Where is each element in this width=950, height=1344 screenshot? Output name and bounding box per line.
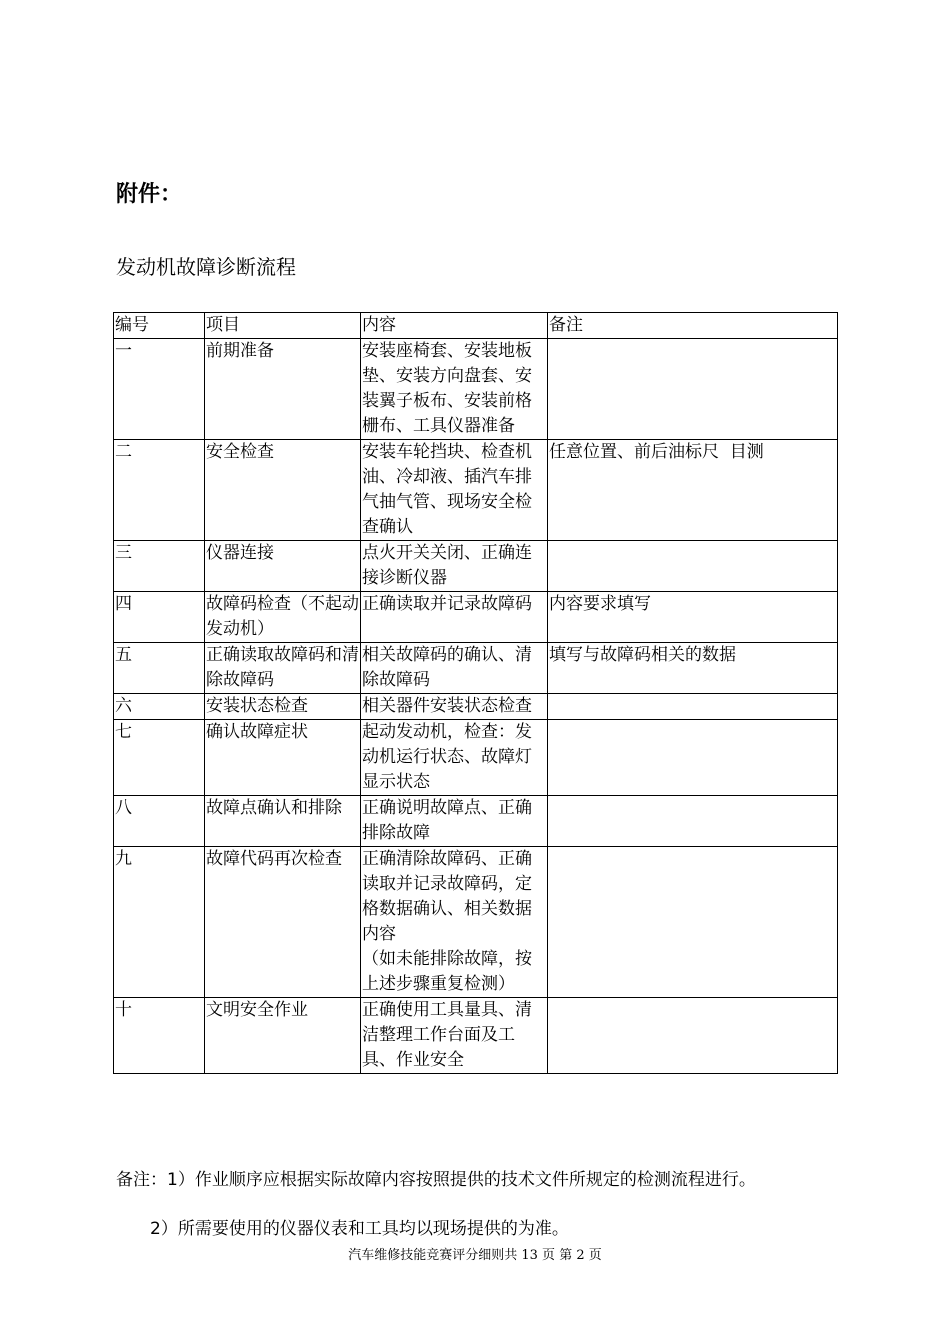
row-item: 故障代码再次检查 [205, 847, 361, 998]
row-content: 安装车轮挡块、检查机油、冷却液、插汽车排气抽气管、现场安全检查确认 [361, 440, 548, 541]
row-number: 十 [114, 998, 205, 1074]
remark-note-2: 2）所需要使用的仪器仪表和工具均以现场提供的为准。 [150, 1219, 569, 1239]
row-item: 安全检查 [205, 440, 361, 541]
row-number: 一 [114, 339, 205, 440]
row-content: 起动发动机，检查：发动机运行状态、故障灯显示状态 [361, 720, 548, 796]
table-row [114, 847, 838, 998]
row-content: 相关器件安装状态检查 [361, 694, 548, 720]
row-content: 正确清除故障码、正确读取并记录故障码，定格数据确认、相关数据内容 （如未能排除故障，按上述步骤重复检测） [361, 847, 548, 998]
row-item: 故障点确认和排除 [205, 796, 361, 847]
table-row [114, 694, 838, 720]
header-number: 编号 [114, 313, 205, 339]
row-item: 确认故障症状 [205, 720, 361, 796]
row-note [548, 998, 838, 1074]
row-number: 四 [114, 592, 205, 643]
row-note: 内容要求填写 [548, 592, 838, 643]
row-note [548, 541, 838, 592]
header-note: 备注 [548, 313, 838, 339]
row-number: 九 [114, 847, 205, 998]
table-row [114, 440, 838, 541]
row-number: 二 [114, 440, 205, 541]
row-content: 正确说明故障点、正确排除故障 [361, 796, 548, 847]
table-row [114, 541, 838, 592]
table-row [114, 796, 838, 847]
row-content: 点火开关关闭、正确连接诊断仪器 [361, 541, 548, 592]
page-footer: 汽车维修技能竞赛评分细则共 13 页 第 2 页 [348, 1248, 602, 1263]
row-note [548, 796, 838, 847]
table-row [114, 339, 838, 440]
row-item: 正确读取故障码和清除故障码 [205, 643, 361, 694]
row-number: 三 [114, 541, 205, 592]
table-header-row [114, 313, 838, 339]
table-row [114, 592, 838, 643]
row-content: 安装座椅套、安装地板垫、安装方向盘套、安装翼子板布、安装前格栅布、工具仪器准备 [361, 339, 548, 440]
row-item: 仪器连接 [205, 541, 361, 592]
row-item: 故障码检查（不起动发动机） [205, 592, 361, 643]
header-item: 项目 [205, 313, 361, 339]
table-row [114, 998, 838, 1074]
row-note [548, 720, 838, 796]
diagnosis-flow-table [113, 312, 838, 1074]
remark-note-1: 备注：1）作业顺序应根据实际故障内容按照提供的技术文件所规定的检测流程进行。 [116, 1170, 756, 1190]
document-subtitle: 发动机故障诊断流程 [116, 255, 296, 279]
row-item: 前期准备 [205, 339, 361, 440]
row-content: 正确使用工具量具、清洁整理工作台面及工具、作业安全 [361, 998, 548, 1074]
row-content: 相关故障码的确认、清除故障码 [361, 643, 548, 694]
row-note: 任意位置、前后油标尺 目测 [548, 440, 838, 541]
attachment-heading: 附件： [116, 182, 183, 207]
row-note [548, 694, 838, 720]
row-note: 填写与故障码相关的数据 [548, 643, 838, 694]
row-number: 七 [114, 720, 205, 796]
table-row [114, 643, 838, 694]
row-note [548, 847, 838, 998]
row-note [548, 339, 838, 440]
row-number: 五 [114, 643, 205, 694]
table-row [114, 720, 838, 796]
row-number: 八 [114, 796, 205, 847]
row-item: 文明安全作业 [205, 998, 361, 1074]
row-content: 正确读取并记录故障码 [361, 592, 548, 643]
row-number: 六 [114, 694, 205, 720]
row-item: 安装状态检查 [205, 694, 361, 720]
header-content: 内容 [361, 313, 548, 339]
